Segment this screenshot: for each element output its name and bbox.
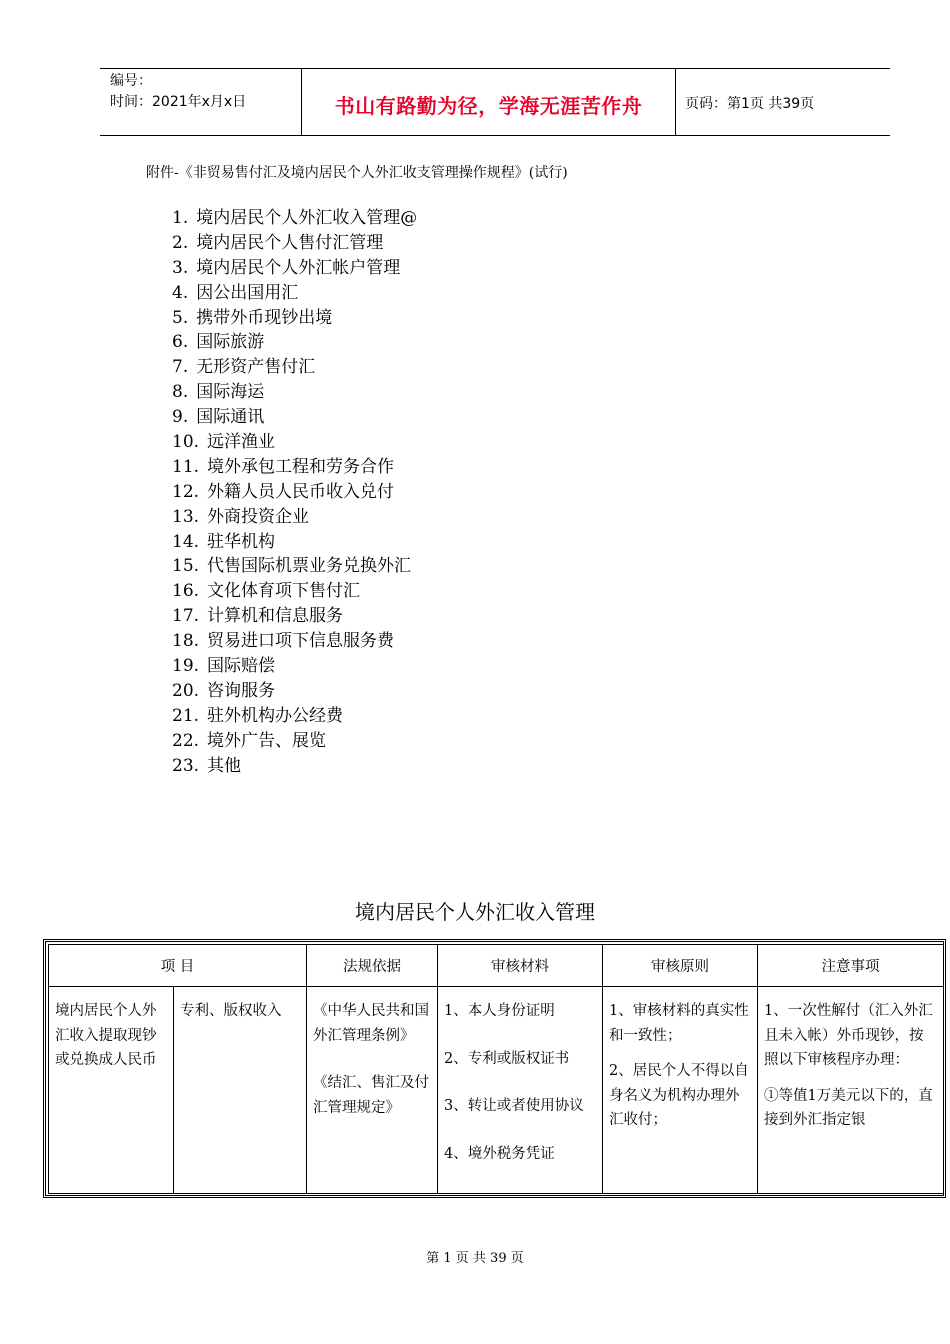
toc-text: 因公出国用汇 [196,282,299,303]
toc-number: 22. [172,730,200,751]
cell-subitem [174,987,307,1194]
toc-text: 国际赔偿 [207,656,276,677]
toc-number: 13. [172,506,200,527]
header-basis: 法规依据 [307,945,438,987]
toc-text: 代售国际机票业务兑换外汇 [207,556,412,577]
header-page-label: 页码：第1页 共39页 [685,96,815,112]
toc-text: 境外承包工程和劳务合作 [207,456,395,477]
material-item: 2、专利或版权证书 [444,1050,570,1067]
toc-number: 18. [172,631,200,652]
toc-item[interactable] [172,256,417,281]
toc-number: 4. [172,282,189,303]
toc-text: 驻华机构 [207,531,276,552]
toc-item[interactable] [172,355,417,380]
section-title: 境内居民个人外汇收入管理 [355,900,595,924]
toc-text: 远洋渔业 [207,432,276,453]
header-notes: 注意事项 [758,945,944,987]
income-management-table [48,944,944,1194]
toc-text: 外籍人员人民币收入兑付 [207,481,395,502]
basis-text: 《中华人民共和国外汇管理条例》 [313,1003,429,1044]
toc-number: 1. [172,208,189,228]
toc-text: 无形资产售付汇 [196,357,316,378]
header-principles: 审核原则 [603,945,758,987]
toc-item[interactable] [172,604,417,629]
basis-text: 《结汇、售汇及付汇管理规定》 [313,1075,429,1116]
toc-text: 外商投资企业 [207,506,310,527]
toc-number: 21. [172,705,200,726]
toc-item[interactable] [172,530,417,555]
header-materials: 审核材料 [438,945,603,987]
toc-text: 国际海运 [196,382,265,403]
toc-item[interactable] [172,330,417,355]
cell-category [49,987,174,1194]
toc-item[interactable] [172,206,417,231]
toc-text: 贸易进口项下信息服务费 [207,631,395,652]
toc-item[interactable] [172,579,417,604]
toc-text: 携带外币现钞出境 [196,307,333,328]
toc-item[interactable] [172,704,417,729]
toc-item[interactable] [172,306,417,331]
toc-number: 12. [172,481,200,502]
header-top-rule [100,68,890,69]
toc-text: 文化体育项下售付汇 [207,581,361,602]
note-item: ①等值1万美元以下的，直接到外汇指定银 [764,1087,933,1128]
header-item: 项 目 [49,945,307,987]
material-item: 3、转让或者使用协议 [444,1098,584,1114]
attachment-title: 附件-《非贸易售付汇及境内居民个人外汇收支管理操作规程》(试行) [146,165,568,181]
toc-item[interactable] [172,231,417,256]
toc-item[interactable] [172,729,417,754]
toc-item[interactable] [172,754,417,779]
toc-number: 9. [172,407,189,428]
toc-number: 2. [172,232,189,253]
toc-item[interactable] [172,480,417,505]
toc-text: 咨询服务 [207,680,276,701]
toc-text: 境内居民个人外汇帐户管理 [196,257,401,278]
toc-text: 境内居民个人售付汇管理 [196,232,384,253]
toc-number: 6. [172,332,189,353]
toc-number: 17. [172,606,200,627]
page-footer: 第 1 页 共 39 页 [426,1251,524,1266]
toc-item[interactable] [172,554,417,579]
toc-text: 国际旅游 [196,332,265,353]
toc-text: 其他 [207,755,242,776]
toc-item[interactable] [172,405,417,430]
cell-principles [603,987,758,1194]
toc-text: 境内居民个人外汇收入管理@ [196,208,418,228]
toc-item[interactable] [172,679,417,704]
toc-item[interactable] [172,629,417,654]
toc-number: 11. [172,456,200,477]
material-item: 4、境外税务凭证 [444,1145,555,1162]
cell-materials [438,987,603,1194]
table-row [49,987,944,1194]
toc-item[interactable] [172,430,417,455]
toc-text: 境外广告、展览 [207,730,327,751]
toc-text: 国际通讯 [196,407,265,428]
subitem-text: 专利、版权收入 [180,1003,282,1019]
doc-code-label: 编号： [110,73,152,89]
header-bottom-rule [100,135,890,136]
toc-number: 8. [172,382,189,403]
cell-basis [307,987,438,1194]
toc-item[interactable] [172,654,417,679]
material-item: 1、本人身份证明 [444,1003,555,1019]
toc-number: 3. [172,257,189,278]
toc-number: 14. [172,531,200,552]
toc-text: 计算机和信息服务 [207,606,344,627]
principle-item: 1、审核材料的真实性和一致性； [609,1003,749,1044]
toc-number: 19. [172,656,200,677]
toc-number: 7. [172,357,189,378]
toc-item[interactable] [172,505,417,530]
toc-item[interactable] [172,380,417,405]
toc-number: 15. [172,556,200,577]
toc-number: 10. [172,432,200,453]
table-header-row [49,945,944,987]
header-motto: 书山有路勤为径，学海无涯苦作舟 [334,94,643,118]
category-text: 境内居民个人外汇收入提取现钞或兑换成人民币 [55,1003,157,1068]
toc-text: 驻外机构办公经费 [207,705,344,726]
cell-notes [758,987,944,1194]
doc-time-label: 时间：2021年x月x日 [110,94,247,110]
toc-number: 5. [172,307,189,328]
note-item: 1、一次性解付（汇入外汇且未入帐）外币现钞，按照以下审核程序办理： [764,1003,933,1068]
toc-item[interactable] [172,281,417,306]
header-divider [675,68,676,136]
toc-item[interactable] [172,455,417,480]
toc-number: 20. [172,680,200,701]
table-of-contents [172,206,417,778]
principle-item: 2、居民个人不得以自身名义为机构办理外汇收付； [609,1063,749,1128]
toc-number: 16. [172,581,200,602]
toc-number: 23. [172,755,200,776]
